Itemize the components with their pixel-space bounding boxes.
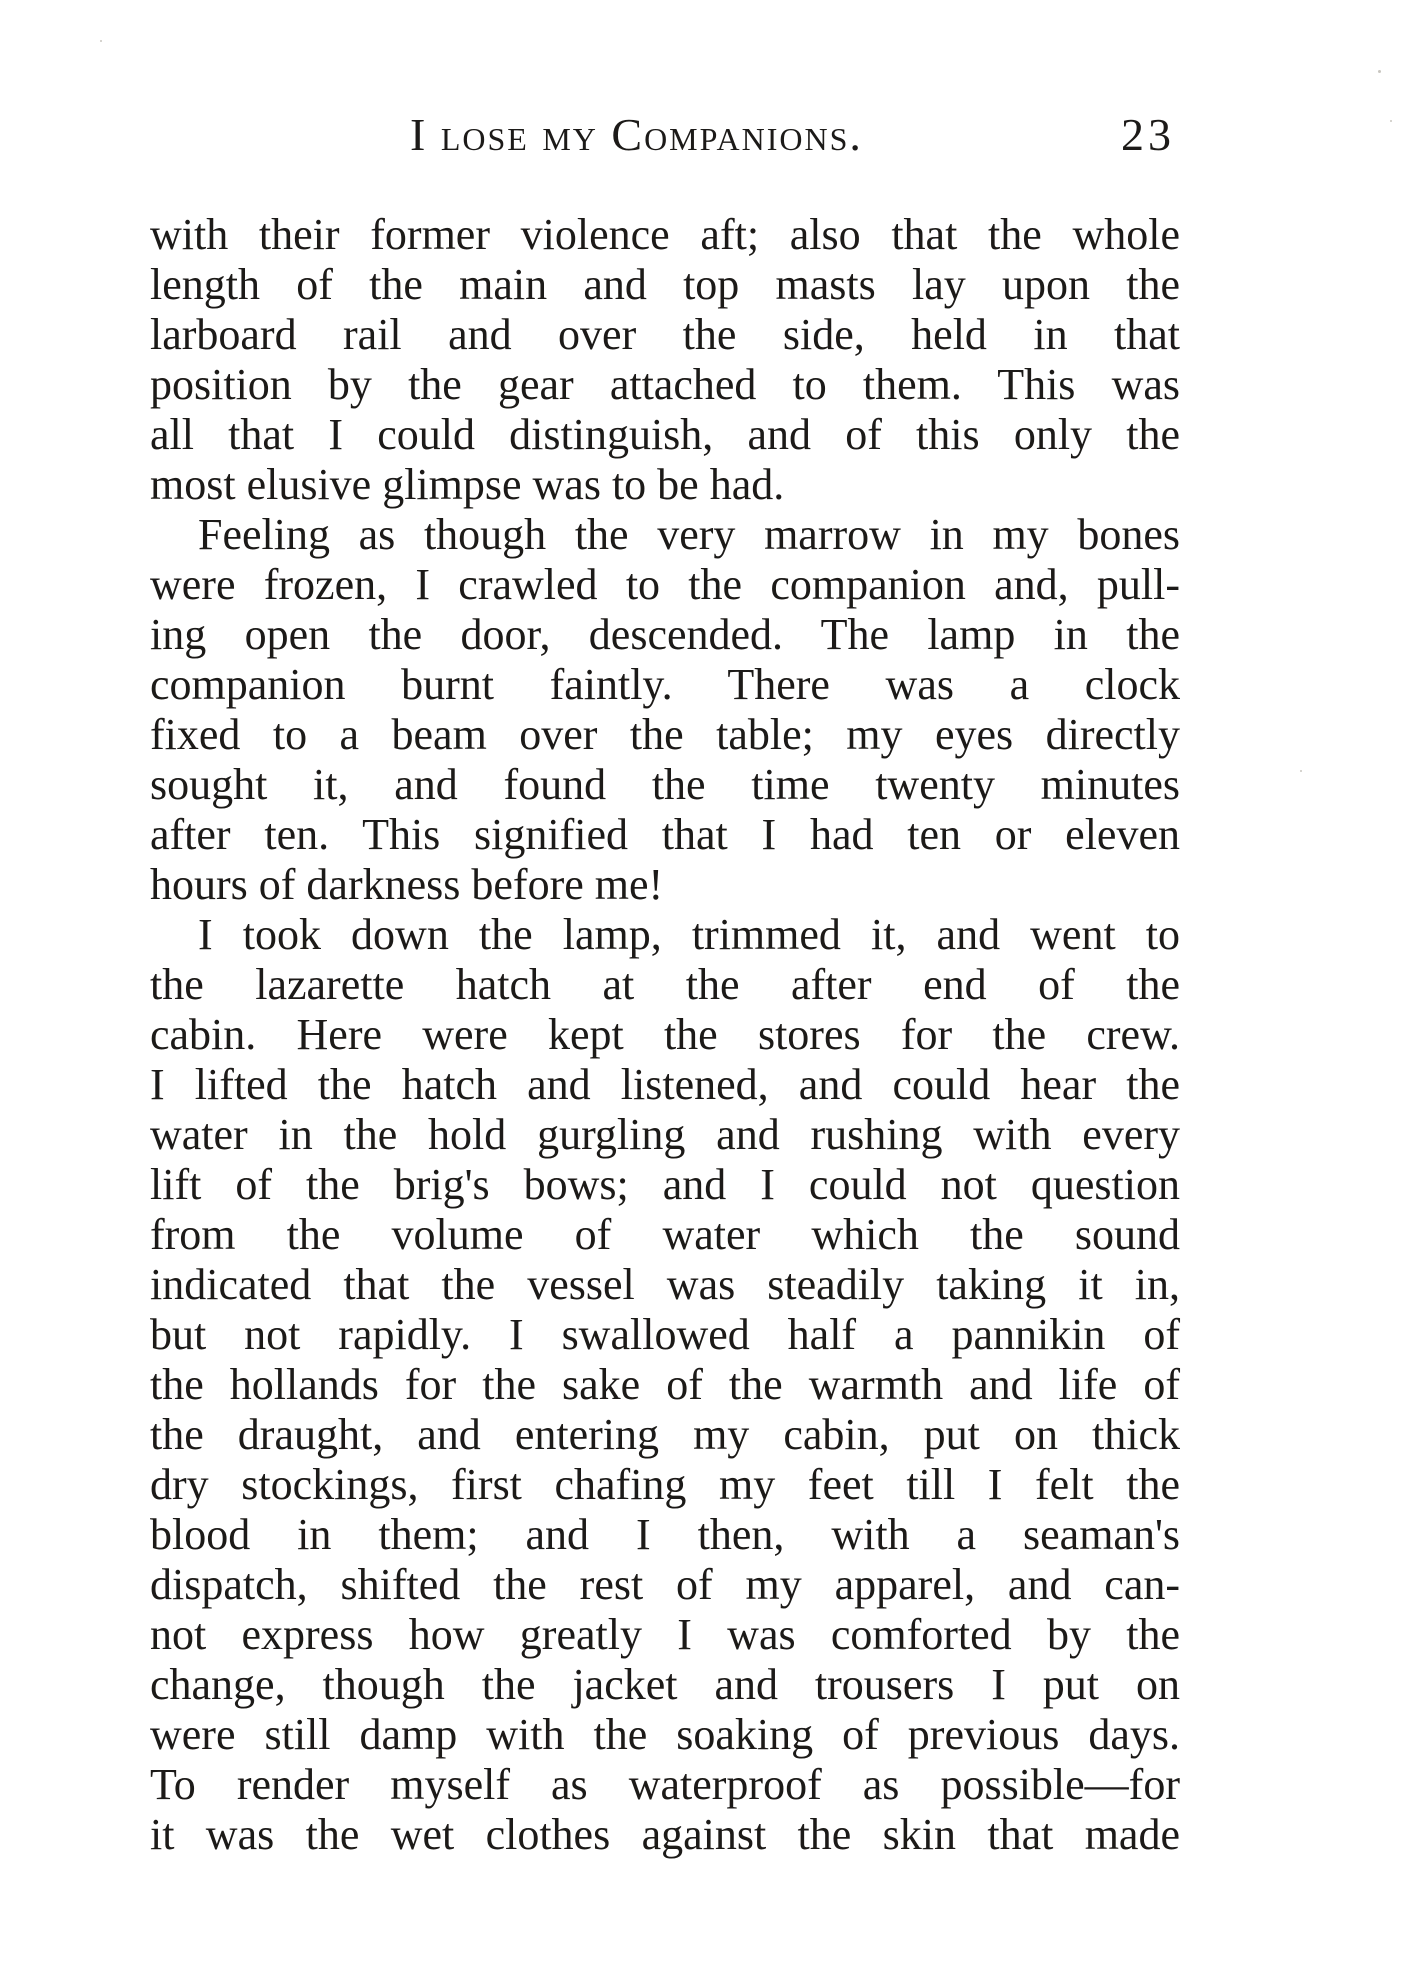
text-line: after ten. This signified that I had ten or eleven (150, 810, 1180, 859)
text-line: sought it, and found the time twenty minutes (150, 760, 1180, 809)
text-line: To render myself as waterproof as possible—for (150, 1760, 1180, 1809)
paper-speck (1378, 70, 1381, 73)
text-line: lift of the brig's bows; and I could not question (150, 1160, 1180, 1209)
text-line: cabin. Here were kept the stores for the crew. (150, 1010, 1180, 1059)
text-line: companion burnt faintly. There was a clock (150, 660, 1180, 709)
text-line: from the volume of water which the sound (150, 1210, 1180, 1259)
text-line: most elusive glimpse was to be had. (150, 460, 785, 509)
paper-speck (100, 40, 102, 42)
text-line: blood in them; and I then, with a seaman's (150, 1510, 1180, 1559)
text-line: were still damp with the soaking of previous days. (150, 1710, 1180, 1759)
text-line: dry stockings, first chafing my feet till I felt the (150, 1460, 1180, 1509)
text-line: indicated that the vessel was steadily taking it in, (150, 1260, 1180, 1309)
text-line: it was the wet clothes against the skin that made (150, 1810, 1180, 1859)
text-line: dispatch, shifted the rest of my apparel, and can- (150, 1560, 1180, 1609)
running-title: I lose my Companions. (410, 109, 863, 160)
text-line: water in the hold gurgling and rushing with every (150, 1110, 1180, 1159)
page-header (0, 108, 1403, 168)
text-line: hours of darkness before me! (150, 860, 664, 909)
paper-speck (1300, 770, 1302, 772)
text-line: but not rapidly. I swallowed half a pannikin of (150, 1310, 1180, 1359)
text-line: the lazarette hatch at the after end of the (150, 960, 1180, 1009)
text-line: I lifted the hatch and listened, and could hear the (150, 1060, 1180, 1109)
text-line: were frozen, I crawled to the companion and, pull- (150, 560, 1180, 609)
page-number: 23 (1121, 109, 1175, 160)
text-line: change, though the jacket and trousers I put on (150, 1660, 1180, 1709)
text-line: Feeling as though the very marrow in my bones (198, 510, 1180, 559)
text-line: ing open the door, descended. The lamp in the (150, 610, 1180, 659)
text-line: length of the main and top masts lay upon the (150, 260, 1180, 309)
text-line: I took down the lamp, trimmed it, and went to (198, 910, 1180, 959)
text-line: fixed to a beam over the table; my eyes directly (150, 710, 1180, 759)
text-line: larboard rail and over the side, held in that (150, 310, 1180, 359)
text-line: all that I could distinguish, and of this only the (150, 410, 1180, 459)
text-line: the draught, and entering my cabin, put on thick (150, 1410, 1180, 1459)
body-text (150, 210, 1180, 1860)
text-line: with their former violence aft; also that the whole (150, 210, 1180, 259)
text-line: not express how greatly I was comforted by the (150, 1610, 1180, 1659)
text-line: position by the gear attached to them. This was (150, 360, 1180, 409)
text-line: the hollands for the sake of the warmth and life of (150, 1360, 1180, 1409)
